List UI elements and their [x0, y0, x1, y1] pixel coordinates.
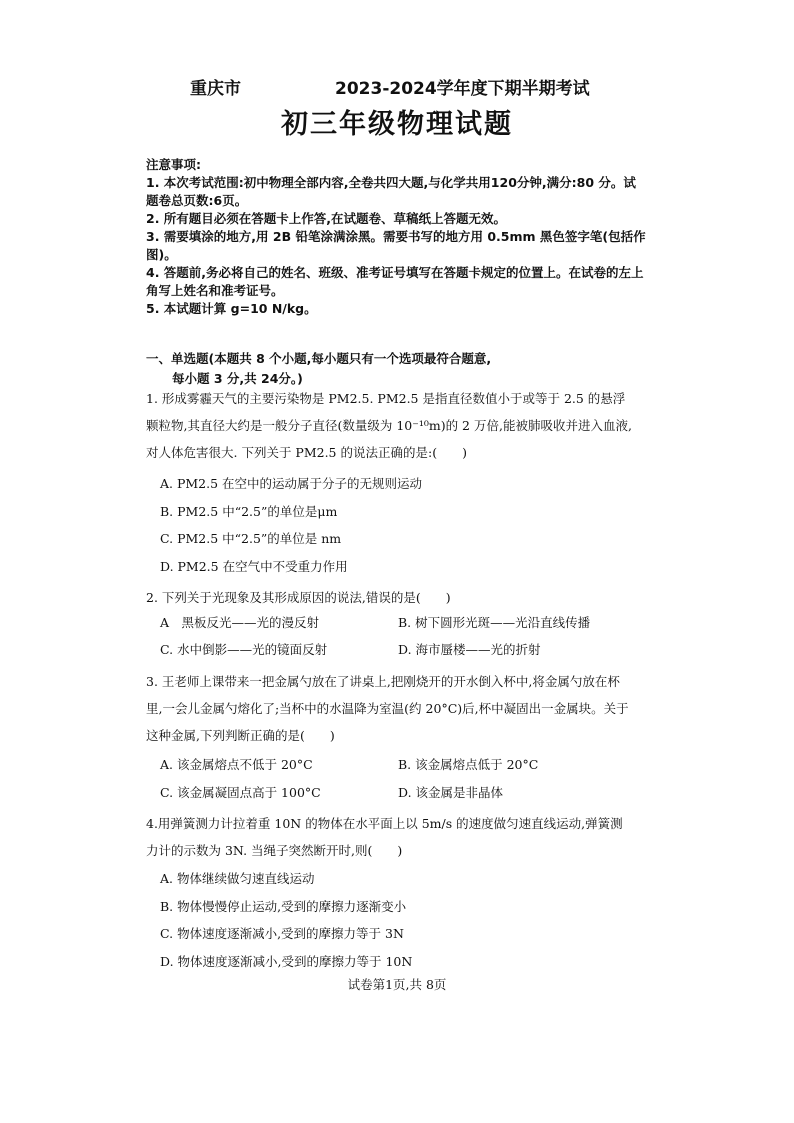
notes-block [146, 156, 646, 318]
q1-option-b: B. PM2.5 中“2.5”的单位是μm [160, 504, 338, 519]
note-item: 1. 本次考试范围:初中物理全部内容,全卷共四大题,与化学共用120分钟,满分:80 分。试题卷总页数:6页。 [146, 175, 636, 208]
note-item: 3. 需要填涂的地方,用 2B 铅笔涂满涂黑。需要书写的地方用 0.5mm 黑色签字笔(包括作图)。 [146, 229, 646, 262]
q2-option-c: C. 水中倒影——光的镜面反射 [160, 642, 328, 657]
note-item: 4. 答题前,务必将自己的姓名、班级、准考证号填写在答题卡规定的位置上。在试卷的左上角写上姓名和准考证号。 [146, 265, 644, 298]
section-line-2: 每小题 3 分,共 24分。) [172, 371, 303, 386]
q1-option-d: D. PM2.5 在空气中不受重力作用 [160, 559, 348, 574]
question-2-stem: 2. 下列关于光现象及其形成原因的说法,错误的是( ) [146, 590, 451, 605]
q4-option-b: B. 物体慢慢停止运动,受到的摩擦力逐渐变小 [160, 899, 407, 914]
note-item: 5. 本试题计算 g=10 N/kg。 [146, 301, 317, 316]
question-1-stem: 1. 形成雾霾天气的主要污染物是 PM2.5. PM2.5 是指直径数值小于或等于 2.5 的悬浮颗粒物,其直径大约是一般分子直径(数量级为 10⁻¹⁰m)的 2 万倍,能被肺吸收并进入血液,对人体危害很大. 下列关于 PM2.5 的说法正确的是:( ) [146, 391, 632, 460]
question-4-stem: 4.用弹簧测力计拉着重 10N 的物体在水平面上以 5m/s 的速度做匀速直线运动,弹簧测力计的示数为 3N. 当绳子突然断开时,则( ) [146, 816, 623, 858]
section-heading [146, 349, 646, 389]
q3-option-b: B. 该金属熔点低于 20°C [398, 757, 539, 772]
page-footer: 试卷第1页,共 8页 [347, 977, 447, 992]
city-label: 重庆市 [190, 79, 241, 99]
question-3-stem: 3. 王老师上课带来一把金属勺放在了讲桌上,把刚烧开的开水倒入杯中,将金属勺放在杯里,一会儿金属勺熔化了;当杯中的水温降为室温(约 20°C)后,杯中凝固出一金属块。关于这种金属,下列判断正确的是( ) [146, 674, 629, 743]
q1-option-a: A. PM2.5 在空中的运动属于分子的无规则运动 [160, 476, 423, 491]
exam-term: 2023-2024学年度下期半期考试 [335, 79, 590, 99]
q3-option-d: D. 该金属是非晶体 [398, 785, 504, 800]
note-item: 2. 所有题目必须在答题卡上作答,在试题卷、草稿纸上答题无效。 [146, 211, 507, 226]
q4-option-a: A. 物体继续做匀速直线运动 [160, 871, 315, 886]
q3-option-c: C. 该金属凝固点高于 100°C [160, 785, 321, 800]
q3-option-a: A. 该金属熔点不低于 20°C [160, 757, 313, 772]
q4-option-d: D. 物体速度逐渐减小,受到的摩擦力等于 10N [160, 954, 413, 969]
notes-heading: 注意事项: [146, 157, 201, 172]
q4-option-c: C. 物体速度逐渐减小,受到的摩擦力等于 3N [160, 926, 404, 941]
page-title: 初三年级物理试题 [281, 109, 513, 140]
q2-option-a: A 黑板反光——光的漫反射 [160, 615, 320, 630]
q2-option-d: D. 海市蜃楼——光的折射 [398, 642, 541, 657]
q2-option-b: B. 树下圆形光斑——光沿直线传播 [398, 615, 591, 630]
section-line-1: 一、单选题(本题共 8 个小题,每小题只有一个选项最符合题意, [146, 351, 492, 366]
q1-option-c: C. PM2.5 中“2.5”的单位是 nm [160, 531, 342, 546]
